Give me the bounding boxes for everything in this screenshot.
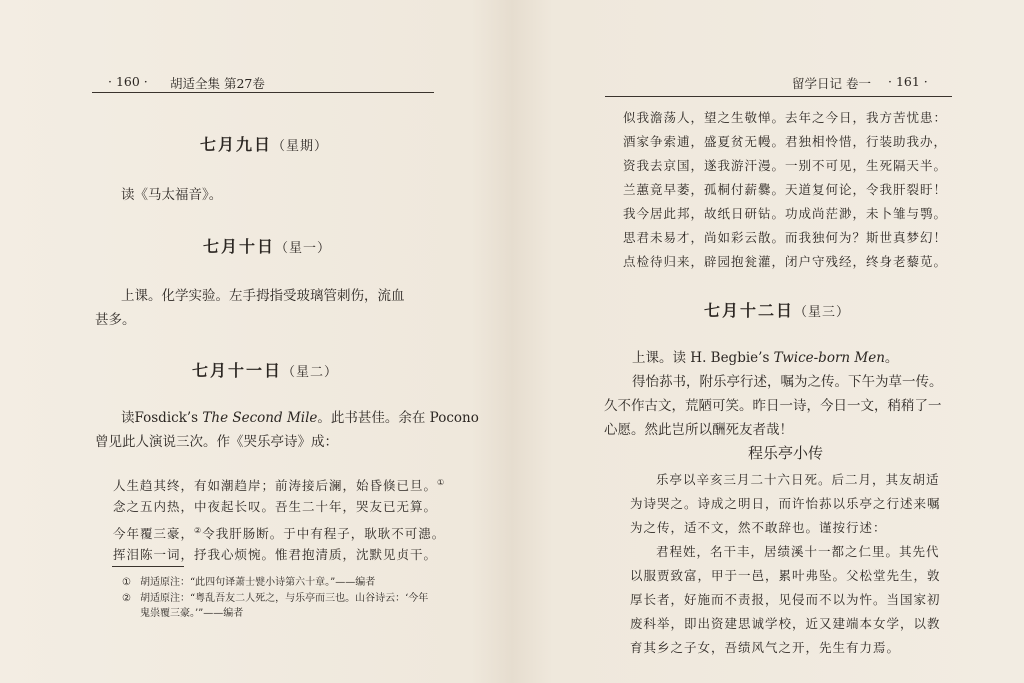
page-number: · 160 · xyxy=(108,74,148,89)
poem-line: 兰蕙竟早萎，孤桐付薪爨。天道复何论，令我肝裂盱！ xyxy=(623,182,948,197)
poem-line: 酒家争索逋，盛夏贫无幔。君独相怜惜，行装助我办， xyxy=(623,134,948,149)
footnote-text: 胡适原注：“粤乱吾友二人死之，与乐亭而三也。山谷诗云：‘今年 xyxy=(140,593,429,604)
biography-line: 君程姓，名干丰，居绩溪十一都之仁里。其先代 xyxy=(656,544,940,559)
poem-line: 挥泪陈一词，抒我心烦惋。惟君抱清质，沈默见贞干。 xyxy=(113,547,438,562)
biography-line: 为诗哭之。诗成之明日，而许怡荪以乐亭之行述来嘱 xyxy=(630,496,941,511)
entry-text-line: 甚多。 xyxy=(95,312,136,328)
header-rule xyxy=(92,92,434,93)
entry-title-jul11: 七月十一日（星二） xyxy=(192,361,339,380)
footnote-rule xyxy=(112,566,184,567)
poem-line: 今年覆三豪，②令我肝肠断。于中有程子，耿耿不可漶。 xyxy=(113,526,446,542)
poem-line: 资我去京国，遂我游汗漫。一别不可见，生死隔天半。 xyxy=(623,158,948,173)
running-head: 胡适全集 第27卷 xyxy=(170,76,265,91)
entry-title-jul12: 七月十二日（星三） xyxy=(704,301,851,320)
entry-text-line: 曾见此人演说三次。作《哭乐亭诗》成： xyxy=(95,434,338,450)
biography-line: 废科举，即出资建思诚学校，近又建端本女学，以教 xyxy=(630,616,941,631)
poem-line: 念之五内热，中夜起长叹。吾生二十年，哭友已无算。 xyxy=(113,499,438,514)
entry-text-jul9: 读《马太福音》。 xyxy=(121,187,223,203)
biography-line: 厚长者，好施而不责报，见侵而不以为忤。当国家初 xyxy=(630,592,941,607)
entry-text-line: 得怡荪书，附乐亭行述，嘱为之传。下午为草一传。 xyxy=(632,374,943,390)
biography-line: 以服贾致富，甲于一邑，累叶弗坠。父松堂先生，敦 xyxy=(630,568,941,583)
poem-line: 似我澹荡人，望之生敬惮。去年之今日，我方苦忧患： xyxy=(623,110,948,125)
footnote-text: 胡适原注：“此四句译萧士甓小诗第六十章。”——编者 xyxy=(140,577,376,588)
entry-text-line: 心愿。然此岂所以酬死友者哉！ xyxy=(604,422,793,438)
biography-line: 为之传，适不文，然不敢辞也。谨按行述： xyxy=(630,520,887,535)
entry-title-jul9: 七月九日（星期） xyxy=(200,135,329,154)
footnote-mark: ① xyxy=(122,577,131,588)
entry-text-line: 读Fosdick’s The Second Mile。此书甚佳。余在 Pocono xyxy=(121,410,479,426)
poem-line: 人生趋其终，有如潮趋岸；前涛接后澜，始昏倏已旦。① xyxy=(113,478,446,494)
entry-text-line: 上课。化学实验。左手拇指受玻璃管刺伤，流血 xyxy=(121,288,405,304)
footnote-text: 鬼祟覆三豪。’”——编者 xyxy=(140,608,244,619)
biography-title: 程乐亭小传 xyxy=(748,444,824,462)
running-head: 留学日记 卷一 xyxy=(792,76,871,91)
biography-line: 育其乡之子女，吾绩风气之开，先生有力焉。 xyxy=(630,640,901,655)
footnote-mark: ② xyxy=(122,593,131,604)
entry-text-line: 上课。读 H. Begbie’s Twice-born Men。 xyxy=(632,350,899,366)
entry-text-line: 久不作古文，荒陋可笑。昨日一诗，今日一文，稍稍了一 xyxy=(604,398,942,414)
poem-line: 思君未易才，尚如彩云散。而我独何为？斯世真梦幻！ xyxy=(623,230,948,245)
header-rule xyxy=(605,96,952,97)
page-number: · 161 · xyxy=(888,74,928,89)
biography-line: 乐亭以辛亥三月二十六日死。后二月，其友胡适 xyxy=(656,472,940,487)
right-page xyxy=(512,0,1024,683)
poem-line: 我今居此邦，故纸日研钻。功成尚茫渺，未卜雏与鹗。 xyxy=(623,206,948,221)
poem-line: 点检待归来，辟园抱瓮灌，闭户守残经，终身老藜苋。 xyxy=(623,254,948,269)
entry-title-jul10: 七月十日（星一） xyxy=(203,237,332,256)
